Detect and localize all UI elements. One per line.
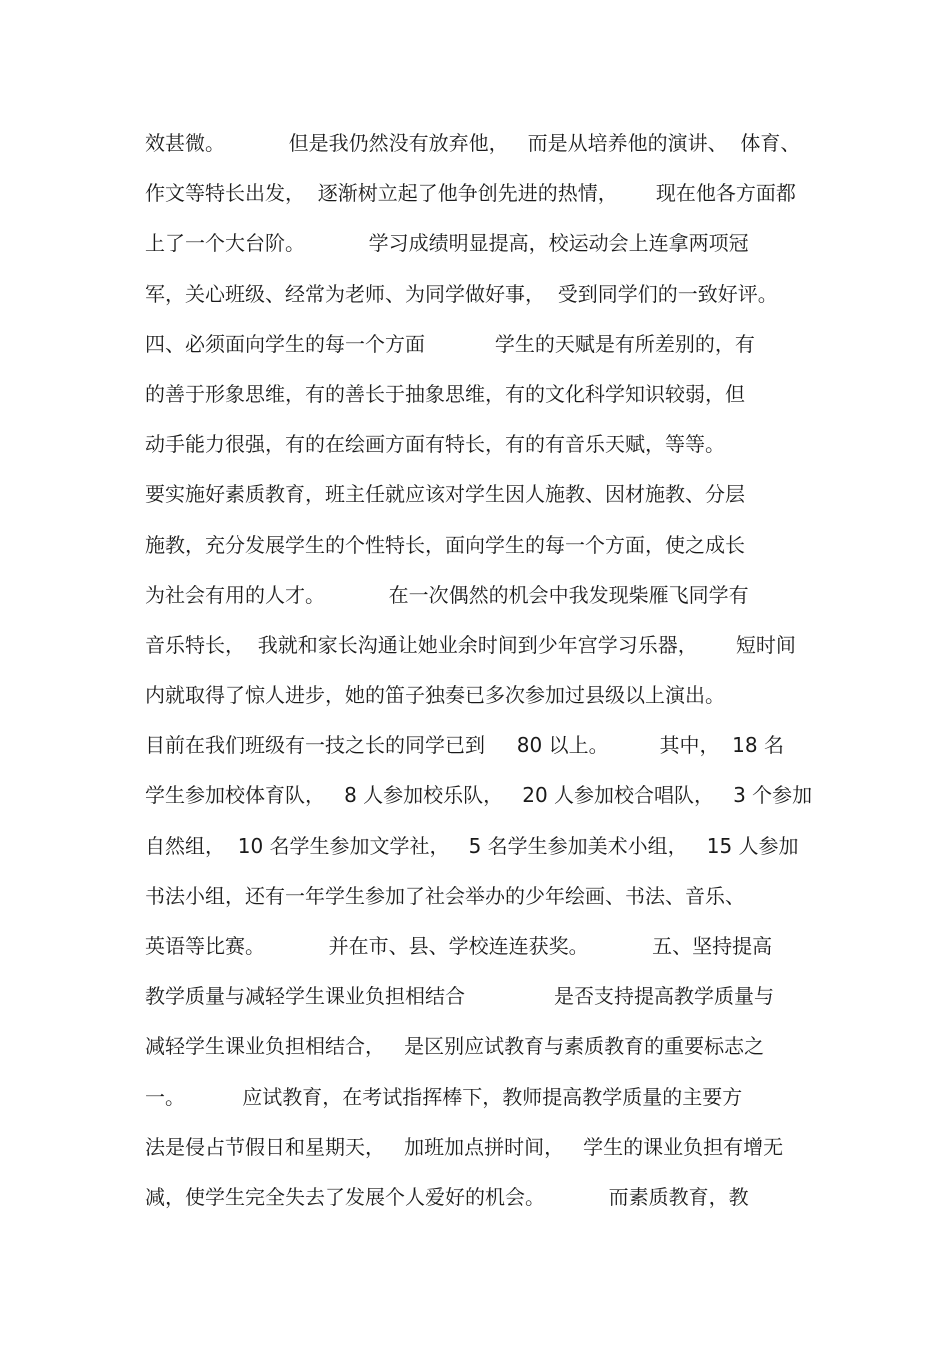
text-line: 上了一个大台阶。 学习成绩明显提高，校运动会上连拿两项冠 [145,231,749,256]
text-line: 目前在我们班级有一技之长的同学已到 80 以上。 其中， 18 名 [145,733,784,758]
text-line: 为社会有用的人才。 在一次偶然的机会中我发现柴雁飞同学有 [145,582,749,607]
text-line: 减，使学生完全失去了发展个人爱好的机会。 而素质教育，教 [145,1184,749,1209]
text-line: 内就取得了惊人进步，她的笛子独奏已多次参加过县级以上演出。 [145,683,725,708]
text-line: 四、必须面向学生的每一个方面 学生的天赋是有所差别的，有 [145,331,755,356]
text-line: 教学质量与减轻学生课业负担相结合 是否支持提高教学质量与 [145,984,775,1009]
text-line: 音乐特长， 我就和家长沟通让她业余时间到少年宫学习乐器， 短时间 [145,632,796,657]
text-line: 学生参加校体育队， 8 人参加校乐队， 20 人参加校合唱队， 3 个参加 [145,783,813,808]
text-line: 的善于形象思维，有的善长于抽象思维，有的文化科学知识较弱，但 [145,381,745,406]
text-line: 动手能力很强，有的在绘画方面有特长，有的有音乐天赋，等等。 [145,432,725,457]
text-line: 要实施好素质教育，班主任就应该对学生因人施教、因材施教、分层 [145,482,745,507]
text-line: 军，关心班级、经常为老师、为同学做好事， 受到同学们的一致好评。 [145,281,778,306]
text-line: 效甚微。 但是我仍然没有放弃他， 而是从培养他的演讲、 体育、 [145,131,801,155]
text-line: 作文等特长出发， 逐渐树立起了他争创先进的热情， 现在他各方面都 [145,181,796,206]
body-text [145,118,825,1222]
text-line: 减轻学生课业负担相结合， 是区别应试教育与素质教育的重要标志之 [145,1034,765,1059]
text-line: 施教，充分发展学生的个性特长，面向学生的每一个方面，使之成长 [145,532,745,557]
text-line: 法是侵占节假日和星期天， 加班加点拼时间， 学生的课业负担有增无 [145,1134,784,1159]
text-line: 书法小组，还有一年学生参加了社会举办的少年绘画、书法、音乐、 [145,883,745,908]
text-line: 自然组， 10 名学生参加文学社， 5 名学生参加美术小组， 15 人参加 [145,833,799,858]
text-line: 一。 应试教育，在考试指挥棒下，教师提高教学质量的主要方 [145,1084,743,1109]
text-line: 英语等比赛。 并在市、县、学校连连获奖。 五、坚持提高 [145,934,773,958]
